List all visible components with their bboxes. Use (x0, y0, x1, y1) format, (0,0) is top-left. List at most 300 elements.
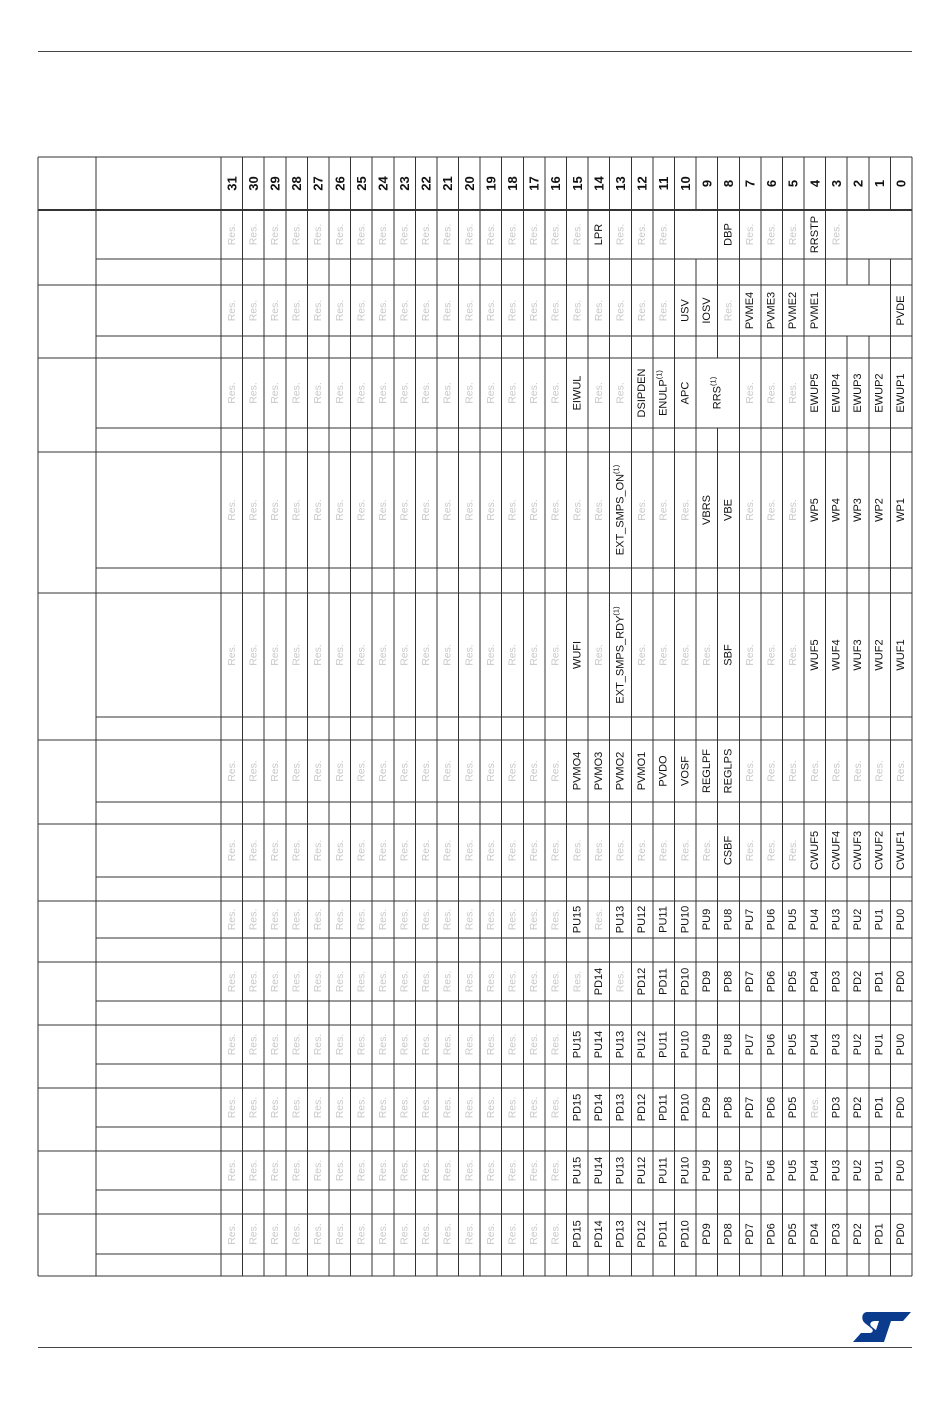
reserved-field: Res. (463, 760, 476, 782)
register-field: PU3 (830, 1159, 843, 1182)
register-field: PD11 (657, 968, 670, 995)
register-field: PU13 (614, 1156, 627, 1185)
reserved-field: Res. (528, 839, 541, 862)
register-field: CWUF5 (808, 830, 821, 871)
reserved-field: Res. (333, 382, 346, 404)
register-field: VOSF (679, 756, 692, 786)
register-field: PVDE (895, 295, 908, 326)
reserved-field: Res. (873, 760, 886, 782)
register-field: PVME3 (765, 291, 778, 330)
reserved-field: Res. (614, 299, 627, 322)
register-field: PU1 (873, 1033, 886, 1056)
bit-number-header: 9 (699, 179, 715, 188)
register-field: PU9 (700, 908, 713, 931)
register-field: PU9 (700, 1033, 713, 1056)
reserved-field: Res. (484, 382, 497, 404)
reserved-field: Res. (268, 644, 281, 666)
reserved-field: Res. (549, 1223, 562, 1245)
register-field: WP2 (873, 498, 886, 522)
reserved-field: Res. (247, 1096, 260, 1119)
reserved-field: Res. (398, 499, 411, 521)
reserved-field: Res. (333, 299, 346, 322)
reserved-field: Res. (355, 499, 368, 521)
register-field: PU12 (636, 1156, 649, 1185)
reserved-field: Res. (247, 839, 260, 862)
bit-number-header: 19 (483, 176, 499, 191)
reserved-field: Res. (355, 1159, 368, 1182)
reserved-field: Res. (571, 299, 584, 322)
reserved-field: Res. (744, 223, 757, 246)
reserved-field: Res. (225, 1033, 238, 1056)
register-field: PU11 (657, 906, 670, 933)
register-field: PU0 (895, 1159, 908, 1182)
reserved-field: Res. (333, 839, 346, 862)
reserved-field: Res. (441, 839, 454, 862)
reserved-field: Res. (787, 644, 800, 666)
reserved-field: Res. (506, 223, 519, 246)
reserved-field: Res. (312, 1033, 325, 1056)
reserved-field: Res. (506, 382, 519, 404)
reserved-field: Res. (376, 223, 389, 246)
register-field: PD6 (765, 1223, 778, 1245)
reserved-field: Res. (312, 223, 325, 246)
reserved-field: Res. (290, 1033, 303, 1056)
reserved-field: Res. (225, 1096, 238, 1119)
reserved-field: Res. (463, 1033, 476, 1056)
reserved-field: Res. (787, 382, 800, 404)
reserved-field: Res. (592, 644, 605, 666)
register-field: EXT_SMPS_ON$^{(1)}$ (610, 464, 627, 556)
reserved-field: Res. (852, 760, 865, 782)
reserved-field: Res. (268, 1159, 281, 1182)
register-field: RRSTP (808, 215, 821, 254)
register-field: EXT_SMPS_RDY$^{(1)}$ (610, 606, 627, 704)
reserved-field: Res. (355, 1223, 368, 1245)
register-field: USV (679, 299, 692, 322)
reserved-field: Res. (787, 760, 800, 782)
st-logo (853, 1310, 911, 1344)
register-field: PD3 (830, 1223, 843, 1245)
reserved-field: Res. (506, 970, 519, 993)
reserved-field: Res. (290, 382, 303, 404)
register-field: PD12 (636, 1220, 649, 1248)
reserved-field: Res. (290, 644, 303, 666)
reserved-field: Res. (528, 382, 541, 404)
reserved-field: Res. (420, 1223, 433, 1245)
bit-number-header: 28 (289, 176, 305, 191)
register-field: PD12 (636, 1093, 649, 1122)
register-field: WP1 (895, 498, 908, 522)
register-field: PD8 (722, 1223, 735, 1245)
reserved-field: Res. (290, 1159, 303, 1182)
register-field: CWUF4 (830, 830, 843, 871)
reserved-field: Res. (268, 1223, 281, 1245)
bit-number-header: 5 (785, 179, 801, 188)
reserved-field: Res. (225, 499, 238, 521)
reserved-field: Res. (506, 499, 519, 521)
reserved-field: Res. (549, 644, 562, 666)
reserved-field: Res. (463, 299, 476, 322)
reserved-field: Res. (744, 382, 757, 404)
reserved-field: Res. (441, 299, 454, 322)
reserved-field: Res. (441, 760, 454, 782)
reserved-field: Res. (225, 970, 238, 993)
reserved-field: Res. (420, 1159, 433, 1182)
reserved-field: Res. (398, 1096, 411, 1119)
register-field: VBRS (700, 495, 713, 525)
reserved-field: Res. (441, 1223, 454, 1245)
reserved-field: Res. (808, 1096, 821, 1119)
bit-number-header: 3 (828, 179, 844, 188)
reserved-field: Res. (549, 970, 562, 993)
reserved-field: Res. (506, 1159, 519, 1182)
bit-number-header: 29 (267, 176, 283, 191)
register-field: PU4 (808, 908, 821, 931)
reserved-field: Res. (376, 1223, 389, 1245)
reserved-field: Res. (441, 499, 454, 521)
reserved-field: Res. (463, 1159, 476, 1182)
reserved-field: Res. (333, 644, 346, 666)
reserved-field: Res. (333, 223, 346, 246)
reserved-field: Res. (549, 1159, 562, 1182)
reserved-field: Res. (895, 760, 908, 782)
reserved-field: Res. (549, 908, 562, 931)
reserved-field: Res. (463, 382, 476, 404)
reserved-field: Res. (376, 970, 389, 993)
reserved-field: Res. (484, 223, 497, 246)
register-field: PD9 (700, 1223, 713, 1245)
footnote-marker: (1) (708, 376, 718, 386)
reserved-field: Res. (420, 299, 433, 322)
reserved-field: Res. (484, 1096, 497, 1119)
register-field: WUF4 (830, 639, 843, 671)
reserved-field: Res. (506, 908, 519, 931)
register-field: PD8 (722, 1096, 735, 1119)
register-field: CWUF2 (873, 830, 886, 871)
register-field: PU11 (657, 1031, 670, 1058)
bit-number-header: 23 (397, 176, 413, 191)
reserved-field: Res. (571, 970, 584, 993)
register-field: PU9 (700, 1159, 713, 1182)
bit-number-header: 8 (720, 179, 736, 188)
register-field: PVMO1 (636, 751, 649, 791)
register-field: PD3 (830, 970, 843, 993)
reserved-field: Res. (441, 908, 454, 931)
reserved-field: Res. (506, 760, 519, 782)
reserved-field: Res. (528, 223, 541, 246)
st-logo-mark (853, 1312, 911, 1342)
reserved-field: Res. (679, 644, 692, 666)
reserved-field: Res. (463, 908, 476, 931)
bit-number-header: 20 (461, 176, 477, 191)
reserved-field: Res. (312, 644, 325, 666)
reserved-field: Res. (506, 644, 519, 666)
reserved-field: Res. (744, 839, 757, 862)
register-field: PU2 (852, 1159, 865, 1182)
register-field: PU7 (744, 908, 757, 931)
reserved-field: Res. (312, 970, 325, 993)
reserved-field: Res. (484, 499, 497, 521)
reserved-field: Res. (268, 299, 281, 322)
register-field: PD5 (787, 1096, 800, 1119)
register-field: PD14 (592, 967, 605, 996)
register-field: EWUP2 (873, 373, 886, 413)
reserved-field: Res. (398, 382, 411, 404)
reserved-field: Res. (571, 839, 584, 862)
reserved-field: Res. (312, 908, 325, 931)
register-field: PVME2 (787, 291, 800, 330)
register-field: PU15 (571, 1156, 584, 1185)
register-field: PU1 (873, 1159, 886, 1182)
reserved-field: Res. (420, 1033, 433, 1056)
reserved-field: Res. (247, 1159, 260, 1182)
reserved-field: Res. (398, 1159, 411, 1182)
register-field: PU0 (895, 908, 908, 931)
reserved-field: Res. (787, 223, 800, 246)
bit-number-header: 24 (375, 176, 391, 191)
reserved-field: Res. (333, 1033, 346, 1056)
reserved-field: Res. (312, 839, 325, 862)
reserved-field: Res. (290, 1096, 303, 1119)
register-field: PD12 (636, 967, 649, 996)
register-field: PU4 (808, 1033, 821, 1056)
register-field: PU10 (679, 1030, 692, 1059)
reserved-field: Res. (225, 839, 238, 862)
reserved-field: Res. (636, 223, 649, 246)
register-field: PD1 (873, 970, 886, 993)
reserved-field: Res. (290, 499, 303, 521)
register-field: PD15 (571, 1220, 584, 1248)
reserved-field: Res. (290, 299, 303, 322)
reserved-field: Res. (636, 499, 649, 521)
bit-number-header: 30 (245, 176, 261, 191)
register-field: PU8 (722, 1159, 735, 1182)
reserved-field: Res. (528, 1096, 541, 1119)
reserved-field: Res. (290, 970, 303, 993)
reserved-field: Res. (549, 223, 562, 246)
reserved-field: Res. (376, 499, 389, 521)
register-field: EWUP5 (808, 373, 821, 413)
reserved-field: Res. (376, 299, 389, 322)
register-field: DSIPDEN (636, 368, 649, 418)
bit-number-header: 15 (569, 176, 585, 191)
bit-number-header: 2 (850, 179, 866, 188)
reserved-field: Res. (268, 1033, 281, 1056)
reserved-field: Res. (528, 1159, 541, 1182)
reserved-field: Res. (506, 299, 519, 322)
reserved-field: Res. (484, 1223, 497, 1245)
reserved-field: Res. (744, 644, 757, 666)
reserved-field: Res. (398, 299, 411, 322)
reserved-field: Res. (247, 970, 260, 993)
register-field: PU15 (571, 1030, 584, 1059)
bit-number-header: 12 (634, 176, 650, 191)
reserved-field: Res. (312, 499, 325, 521)
register-field: SBF (722, 644, 735, 666)
reserved-field: Res. (506, 1033, 519, 1056)
register-field: DBP (722, 223, 735, 246)
register-field: PD5 (787, 1223, 800, 1245)
reserved-field: Res. (571, 223, 584, 246)
register-field: EWUP3 (852, 373, 865, 413)
register-field: PU1 (873, 908, 886, 931)
reserved-field: Res. (441, 1096, 454, 1119)
reserved-field: Res. (549, 1033, 562, 1056)
register-field: PU7 (744, 1033, 757, 1056)
bit-number-header: 21 (440, 176, 456, 191)
bit-number-header: 18 (505, 176, 521, 191)
reserved-field: Res. (614, 223, 627, 246)
register-field: PU6 (765, 1033, 778, 1056)
register-field: PU10 (679, 1156, 692, 1185)
reserved-field: Res. (398, 970, 411, 993)
reserved-field: Res. (290, 760, 303, 782)
reserved-field: Res. (376, 382, 389, 404)
reserved-field: Res. (247, 1033, 260, 1056)
register-field: EIWUL (571, 375, 584, 411)
reserved-field: Res. (355, 644, 368, 666)
reserved-field: Res. (268, 382, 281, 404)
bit-number-header: 1 (872, 179, 888, 188)
register-field: PD9 (700, 1096, 713, 1119)
register-field: PU5 (787, 1033, 800, 1056)
reserved-field: Res. (355, 970, 368, 993)
reserved-field: Res. (225, 382, 238, 404)
reserved-field: Res. (247, 908, 260, 931)
reserved-field: Res. (592, 499, 605, 521)
reserved-field: Res. (463, 839, 476, 862)
reserved-field: Res. (312, 299, 325, 322)
reserved-field: Res. (420, 644, 433, 666)
register-field: CWUF1 (895, 830, 908, 871)
reserved-field: Res. (441, 223, 454, 246)
reserved-field: Res. (657, 644, 670, 666)
register-field: PD10 (679, 1220, 692, 1248)
reserved-field: Res. (290, 1223, 303, 1245)
register-field: PD13 (614, 1093, 627, 1122)
register-field: PU8 (722, 908, 735, 931)
register-field: PU3 (830, 1033, 843, 1056)
register-field: PD7 (744, 1096, 757, 1119)
reserved-field: Res. (484, 839, 497, 862)
reserved-field: Res. (765, 223, 778, 246)
reserved-field: Res. (398, 223, 411, 246)
reserved-field: Res. (268, 760, 281, 782)
reserved-field: Res. (484, 760, 497, 782)
reserved-field: Res. (549, 839, 562, 862)
reserved-field: Res. (420, 839, 433, 862)
bit-number-header: 22 (418, 176, 434, 191)
reserved-field: Res. (333, 1223, 346, 1245)
reserved-field: Res. (679, 499, 692, 521)
reserved-field: Res. (312, 760, 325, 782)
reserved-field: Res. (765, 382, 778, 404)
reserved-field: Res. (744, 760, 757, 782)
register-field: REGLPF (700, 748, 713, 794)
reserved-field: Res. (614, 839, 627, 862)
register-field: WUF5 (808, 639, 821, 671)
bit-number-header: 13 (612, 176, 628, 191)
reserved-field: Res. (463, 223, 476, 246)
reserved-field: Res. (247, 499, 260, 521)
register-field: ENULP$^{(1)}$ (654, 370, 670, 416)
reserved-field: Res. (333, 760, 346, 782)
footnote-marker: (1) (610, 464, 620, 474)
register-field: WP5 (808, 498, 821, 522)
reserved-field: Res. (398, 839, 411, 862)
reserved-field: Res. (484, 908, 497, 931)
register-field: PU15 (571, 905, 584, 934)
reserved-field: Res. (787, 839, 800, 862)
reserved-field: Res. (268, 908, 281, 931)
bit-number-header: 27 (310, 176, 326, 191)
register-field: PD4 (808, 970, 821, 993)
bit-number-header: 14 (591, 176, 607, 191)
register-field: WUFI (571, 640, 584, 670)
register-field: PD0 (895, 1096, 908, 1119)
bit-number-header: 10 (677, 176, 693, 191)
reserved-field: Res. (268, 1096, 281, 1119)
register-field: PU12 (636, 1030, 649, 1059)
register-field: PD9 (700, 970, 713, 993)
reserved-field: Res. (312, 382, 325, 404)
register-field: WUF3 (852, 639, 865, 671)
reserved-field: Res. (484, 644, 497, 666)
reserved-field: Res. (549, 499, 562, 521)
register-field: WP4 (830, 498, 843, 522)
reserved-field: Res. (592, 299, 605, 322)
register-field: PVMO4 (571, 751, 584, 791)
reserved-field: Res. (225, 1159, 238, 1182)
reserved-field: Res. (398, 1033, 411, 1056)
reserved-field: Res. (420, 223, 433, 246)
reserved-field: Res. (376, 839, 389, 862)
register-field: PD2 (852, 1096, 865, 1119)
bit-number-header: 7 (742, 179, 758, 188)
reserved-field: Res. (441, 1033, 454, 1056)
reserved-field: Res. (463, 1096, 476, 1119)
register-field: PD8 (722, 970, 735, 993)
reserved-field: Res. (247, 299, 260, 322)
register-field: CWUF3 (852, 830, 865, 871)
reserved-field: Res. (376, 1033, 389, 1056)
register-field: PD15 (571, 1093, 584, 1122)
reserved-field: Res. (484, 299, 497, 322)
register-field: PU13 (614, 1030, 627, 1059)
reserved-field: Res. (398, 760, 411, 782)
register-field: PU7 (744, 1159, 757, 1182)
reserved-field: Res. (636, 839, 649, 862)
reserved-field: Res. (355, 908, 368, 931)
reserved-field: Res. (441, 1159, 454, 1182)
reserved-field: Res. (657, 223, 670, 246)
reserved-field: Res. (765, 644, 778, 666)
reserved-field: Res. (268, 223, 281, 246)
reserved-field: Res. (657, 299, 670, 322)
register-field: PD4 (808, 1223, 821, 1245)
reserved-field: Res. (722, 299, 735, 322)
register-field: PU2 (852, 1033, 865, 1056)
reserved-field: Res. (420, 1096, 433, 1119)
register-field: WUF2 (873, 639, 886, 671)
register-field: PU3 (830, 908, 843, 931)
reserved-field: Res. (549, 760, 562, 782)
register-field: PD2 (852, 1223, 865, 1245)
register-field: PU10 (679, 905, 692, 934)
register-field: APC (679, 381, 692, 405)
reserved-field: Res. (549, 1096, 562, 1119)
reserved-field: Res. (355, 1033, 368, 1056)
